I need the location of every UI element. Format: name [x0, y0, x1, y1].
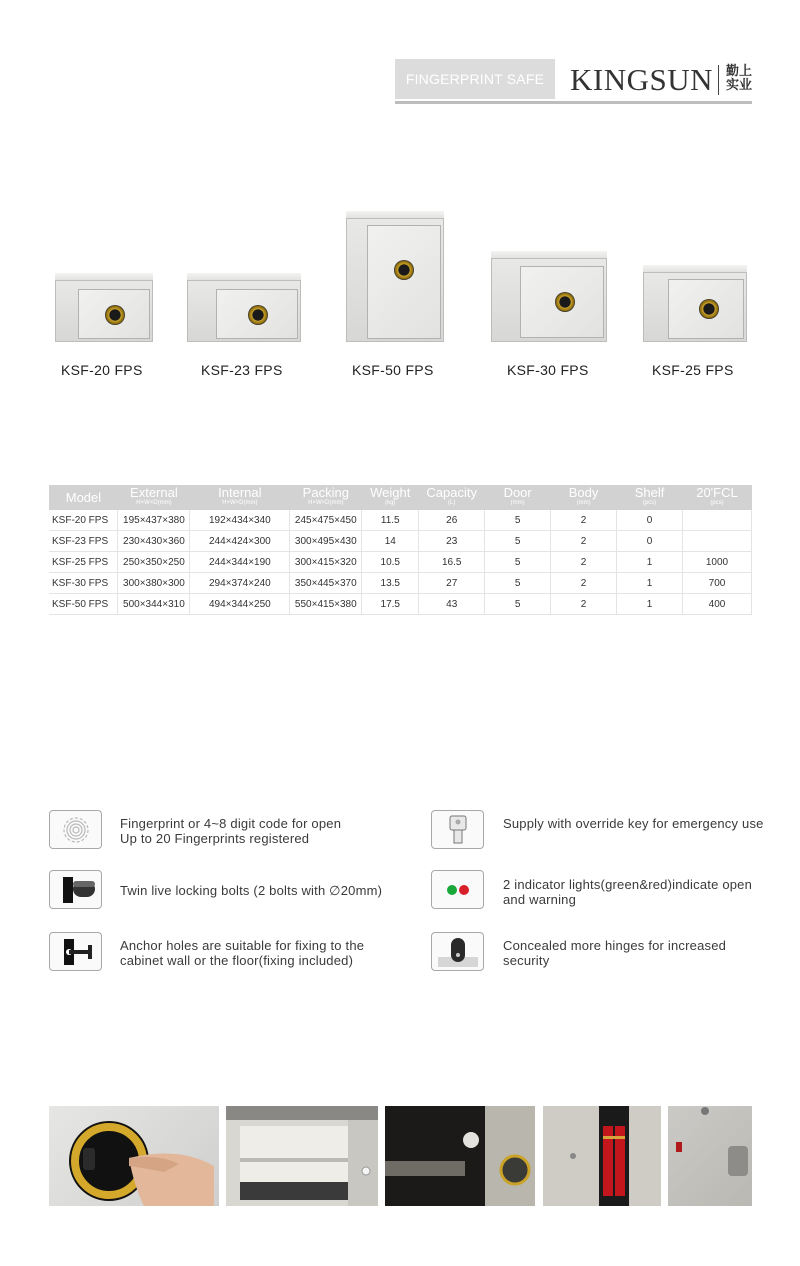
feature-hinges-text: Concealed more hinges for increased security	[503, 938, 727, 968]
fingerprint-lock-icon	[248, 305, 268, 325]
indicator-lights-icon	[431, 870, 484, 909]
photo-interior-shelf	[226, 1106, 378, 1206]
brand-divider	[718, 65, 719, 95]
col-header: Packing H×W×D(mm)	[290, 485, 362, 510]
safe-label: KSF-25 FPS	[652, 362, 734, 378]
feature-lights-text: 2 indicator lights(green&red)indicate open and warning	[503, 877, 753, 907]
table-row: KSF-30 FPS 300×380×300 294×374×240 350×445×370 13.5 27 5 2 1 700	[49, 573, 752, 594]
locking-bolt-icon	[49, 870, 102, 909]
col-header: External H×W×D(mm)	[118, 485, 190, 510]
photo-override-key	[668, 1106, 752, 1206]
col-header: Capacity (L)	[419, 485, 485, 510]
table-row: KSF-50 FPS 500×344×310 494×344×250 550×415×380 17.5 43 5 2 1 400	[49, 594, 752, 615]
fingerprint-lock-icon	[394, 260, 414, 280]
safe-ksf-30	[491, 251, 607, 342]
safe-label: KSF-23 FPS	[201, 362, 283, 378]
fingerprint-lock-icon	[105, 305, 125, 325]
safe-label: KSF-20 FPS	[61, 362, 143, 378]
safe-ksf-25	[643, 265, 747, 342]
spec-table	[49, 485, 752, 615]
photo-battery-compartment	[543, 1106, 661, 1206]
col-header: Shelf (pcs)	[617, 485, 683, 510]
fingerprint-lock-icon	[555, 292, 575, 312]
col-header: Door (mm)	[485, 485, 551, 510]
fingerprint-lock-icon	[699, 299, 719, 319]
key-icon	[431, 810, 484, 849]
anchor-hole-icon	[49, 932, 102, 971]
brand-logo: KINGSUN	[570, 62, 713, 97]
col-header: Weight (kg)	[362, 485, 419, 510]
feature-bolts-text: Twin live locking bolts (2 bolts with ∅20mm)	[120, 883, 383, 898]
col-header: 20'FCL (pcs)	[682, 485, 751, 510]
feature-key-text: Supply with override key for emergency use	[503, 816, 764, 831]
feature-anchor-text: Anchor holes are suitable for fixing to the cabinet wall or the floor(fixing included)	[120, 938, 365, 968]
table-row: KSF-20 FPS 195×437×380 192×434×340 245×475×450 11.5 26 5 2 0	[49, 510, 752, 531]
photo-fingerprint-lock	[49, 1106, 219, 1206]
hinge-icon	[431, 932, 484, 971]
brand-chinese: 勤上实业	[726, 63, 753, 92]
safe-ksf-20	[55, 273, 153, 342]
header-underline	[395, 101, 752, 104]
photo-door-bolts	[385, 1106, 535, 1206]
safe-ksf-50	[346, 211, 444, 342]
safe-label: KSF-30 FPS	[507, 362, 589, 378]
table-row: KSF-25 FPS 250×350×250 244×344×190 300×415×320 10.5 16.5 5 2 1 1000	[49, 552, 752, 573]
header-tag: FINGERPRINT SAFE	[395, 59, 555, 99]
table-row: KSF-23 FPS 230×430×360 244×424×300 300×495×430 14 23 5 2 0	[49, 531, 752, 552]
safe-ksf-23	[187, 273, 301, 342]
col-header: Model	[49, 485, 118, 510]
col-header: Body (mm)	[551, 485, 617, 510]
col-header: Internal H×W×D(mm)	[190, 485, 290, 510]
feature-fingerprint-text: Fingerprint or 4~8 digit code for open Up to 20 Fingerprints registered	[120, 816, 342, 846]
safe-label: KSF-50 FPS	[352, 362, 434, 378]
fingerprint-icon	[49, 810, 102, 849]
table-header-row	[49, 485, 752, 510]
